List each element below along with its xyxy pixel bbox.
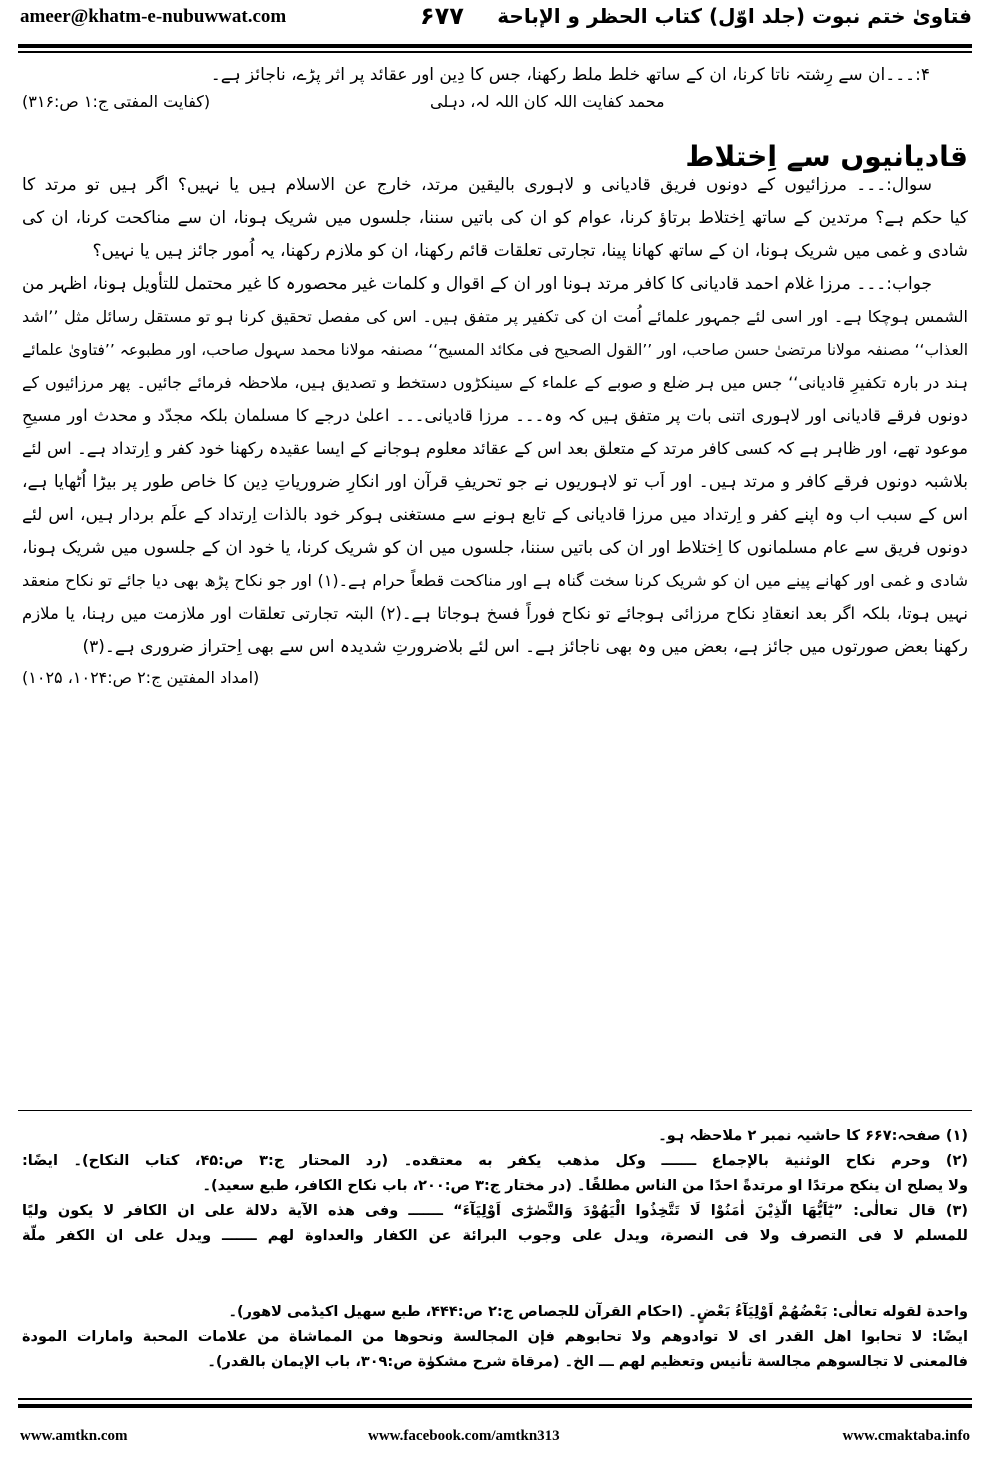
book-title: فتاویٰ ختم نبوت (جلد اوّل) کتاب الحظر و الإباحة: [497, 4, 972, 28]
body-line: ہند در بارہ تکفیرِ قادیانی‘‘ جس میں ہر ضلع و صوبے کے علماء کے سینکڑوں دستخط و تصدیق ہیں، ملاحظہ فرمائے جائیں۔ پھر مرزائیوں کے: [22, 373, 968, 392]
footnote-line: (۱) صفحہ:۶۶۷ کا حاشیہ نمبر ۲ ملاحظہ ہو۔: [658, 1128, 968, 1144]
body-line: شادی و غمی میں شریک ہونا، ان کے ساتھ کھانا پینا، تجارتی تعلقات قائم رکھنا، ان کو ملازم رکھنا، یہ اُمور جائز ہیں یا نہیں؟: [92, 241, 968, 261]
header-rule: [18, 44, 972, 48]
footnote-line: (۳) قال تعالٰی: ”یٰٓاَیُّهَا الَّذِیْنَ اٰمَنُوْا لَا تَتَّخِذُوا الْیَهُوْدَ وَالنَّصٰرٰٓی اَوْلِیَآءَ“ ـــــــ وفی هذه الآیة دلالة علی ان الکافر لا یکون ولیًا: [22, 1203, 968, 1219]
previous-text-line: ۴:۔۔۔ان سے رِشتہ ناتا کرنا، ان کے ساتھ خلط ملط رکھنا، جس کا دِین اور عقائد پر اثر پڑے، ناجائز ہے۔: [210, 65, 930, 85]
footer-link-facebook[interactable]: www.facebook.com/amtkn313: [368, 1428, 560, 1444]
body-line: العذاب‘‘ مصنفہ مولانا مرتضیٰ حسن صاحب، اور ’’القول الصحیح فی مکائد المسیح‘‘ مصنفہ مولانا محمد سہول صاحب، اور مطبوعہ ’’فتاویٰ علمائے: [22, 341, 968, 359]
page-number: ۶۷۷: [420, 2, 464, 30]
body-line: رکھنا بعض صورتوں میں جائز ہے، بعض میں وہ بھی ناجائز ہے۔ اس لئے بلاضرورتِ شدیدہ اس سے بھی اِحتراز ضروری ہے۔(۳): [82, 637, 968, 657]
section-reference: (امداد المفتین ج:۲ ص:۱۰۲۴، ۱۰۲۵): [22, 668, 260, 687]
footnote-line: ولا یصلح ان ینکح مرتدًا او مرتدةً احدًا من الناس مطلقًا۔ (در مختار ج:۳ ص:۲۰۰، باب نکاح الکافر، طبع سعید)۔: [202, 1178, 968, 1194]
body-line: دونوں فریق سے عام مسلمانوں کا اِختلاط اور ان کی باتیں سننا، جلسوں میں ان کو شریک کرنا، یا خود ان کے جلسوں میں شریک ہونا،: [22, 538, 968, 558]
body-line: موعود تھے، اور ظاہر ہے کہ کسی کافر مرتد کے متعلق بعد اس کے عقائد معلوم ہوجانے کے ایسا عقیدہ رکھنا خود کفر و اِرتداد ہے۔ اس لئے: [22, 439, 968, 458]
body-line: الشمس ہوچکا ہے۔ اور اسی لئے جمہور علمائے اُمت ان کی تکفیر پر متفق ہیں۔ اس کی مفصل تحقیق کرنا ہو تو مستقل رسائل مثل ’’اشد: [22, 307, 968, 326]
footnote-line: للمسلم لا فی التصرف ولا فی النصرة، ویدل علی وجوب البرائة عن الکفار والعداوة لهم ـــــــ ویدل علی ان الکفر ملّة: [22, 1228, 968, 1244]
footnote-line: فالمعنی لا تجالسوهم مجالسة تأنیس وتعظیم لهم ـــ الخ۔ (مرقاة شرح مشکوٰة ص:۳۰۹، باب الإیمان بالقدر)۔: [207, 1354, 968, 1370]
header-rule-thin: [18, 51, 972, 53]
footer-link-amtkn[interactable]: www.amtkn.com: [20, 1428, 128, 1444]
body-line: جواب:۔۔۔ مرزا غلام احمد قادیانی کا کافر مرتد ہونا اور ان کے اقوال و کلمات غیر محصورہ کا غیر محتمل للتأویل ہونا، اظہر من: [22, 274, 932, 294]
body-line: بلاشبہ دونوں فرقے کافر و مرتد ہیں۔ اور اَب تو لاہوریوں نے جو تحریفِ قرآن اور انکارِ ضروریاتِ دِین کا خاص طور پر بیڑا اُٹھایا ہے،: [22, 472, 968, 492]
signature: محمد کفایت اللہ کان اللہ لہ، دہلی: [430, 92, 665, 111]
previous-reference: (کفایت المفتی ج:۱ ص:۳۱۶): [22, 92, 211, 111]
footer-rule: [18, 1404, 972, 1408]
body-line: شادی و غمی اور کھانے پینے میں ان کو شریک کرنا سخت گناہ ہے اور مناکحت قطعاً حرام ہے۔(۱) اور جو نکاح پڑھ بھی دیا جائے تو نکاح منعقد: [22, 571, 968, 590]
body-line: کیا حکم ہے؟ مرتدین کے ساتھ اِختلاط برتاؤ کرنا، عوام کو ان کی باتیں سننا، جلسوں میں شریک ہونا، ان سے مناکحت کرنا، ان کی: [22, 208, 968, 228]
footnote-divider: [18, 1110, 972, 1111]
footnote-line: واحدة لقوله تعالٰی: بَعْضُهُمْ اَوْلِیَآءُ بَعْضٍ۔ (احکام القرآن للجصاص ج:۲ ص:۴۴۴، طبع سهیل اکیڈمی لاهور)۔: [228, 1304, 968, 1320]
body-line: نہیں ہوتا، بلکہ اگر بعد انعقادِ نکاح مرزائی ہوجائے تو نکاح فوراً فسخ ہوجاتا ہے۔(۲) البتہ تجارتی تعلقات اور ملازمت میں رہنا، یا ملازم: [22, 604, 968, 623]
footer-rule-thin: [18, 1398, 972, 1400]
header-email: ameer@khatm-e-nubuwwat.com: [20, 6, 287, 27]
section-title: قادیانیوں سے اِختلاط: [685, 140, 968, 173]
footer-link-cmaktaba[interactable]: www.cmaktaba.info: [842, 1428, 970, 1444]
body-line: دونوں فرقے قادیانی اور لاہوری اتنی بات پر متفق ہیں کہ وہ۔۔۔ مرزا قادیانی۔۔۔ اعلیٰ درجے کا مسلمان بلکہ مجدّد و محدث اور مسیحِ: [22, 406, 968, 425]
body-line: اس کے سبب اب وہ اپنے کفر و اِرتداد میں مرزا قادیانی کے تابع ہونے سے مستغنی ہوکر خود بالذات اِرتداد کے علَم بردار ہیں، اس لئے: [22, 505, 968, 525]
body-line: سوال:۔۔۔ مرزائیوں کے دونوں فریق قادیانی و لاہوری بالیقین مرتد، خارج عن الاسلام ہیں یا نہیں؟ اگر ہیں تو مرتد کا: [22, 175, 932, 195]
footnote-line: ایضًا: لا تحابوا اهل القدر ای لا توادوهم ولا تحابوهم فإن المجالسة ونحوها من المماشاة من علامات المحبة وامارات المودة: [22, 1329, 968, 1345]
footnote-line: (۲) وحرم نکاح الوثنیة بالإجماع ـــــــ وکل مذهب یکفر به معتقده۔ (رد المحتار ج:۳ ص:۴۵، کتاب النکاح)۔ ایضًا:: [22, 1153, 968, 1169]
